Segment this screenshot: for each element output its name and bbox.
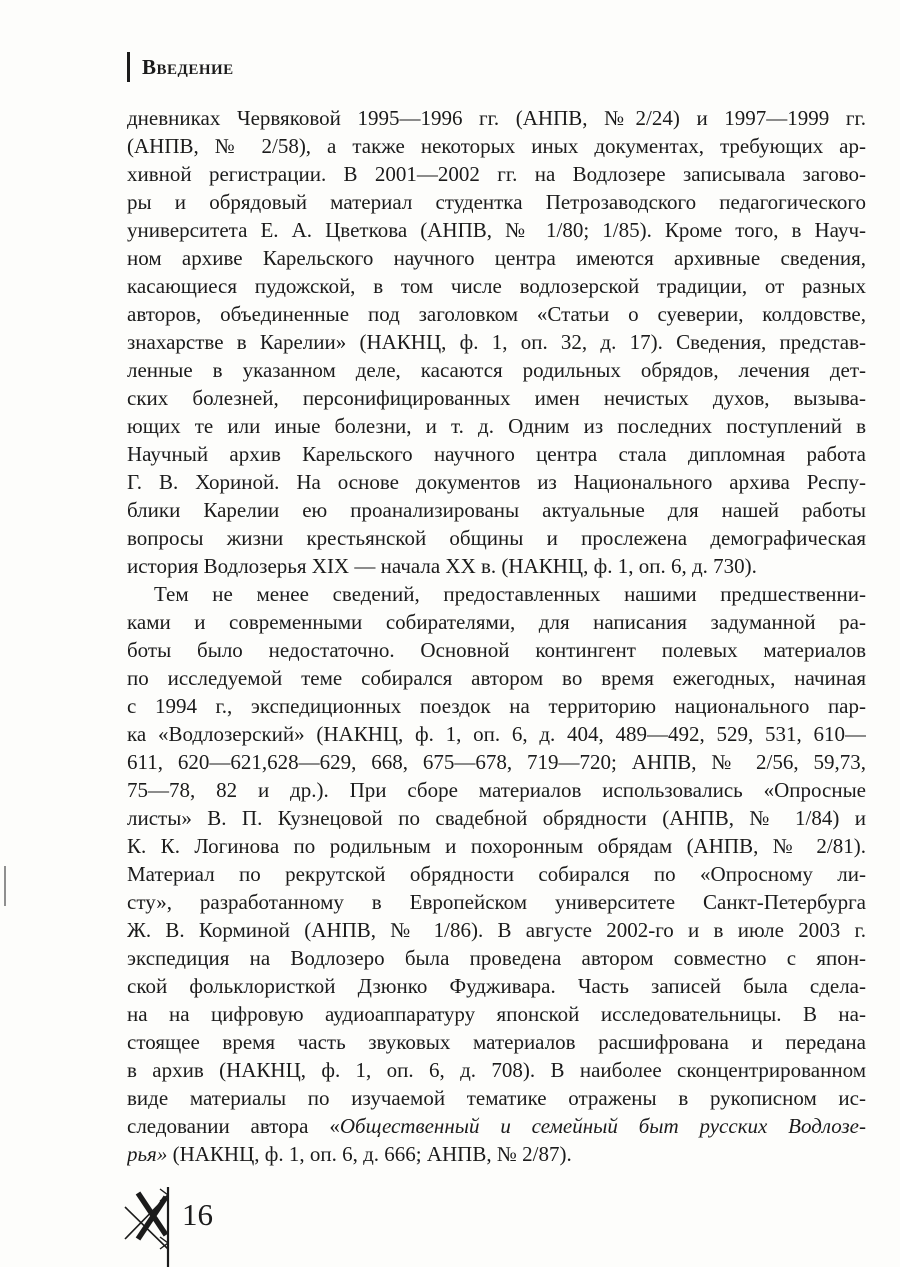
text-segment: ющих те или иные болезни, и т. д. Одним из последних поступлений в <box>127 414 866 438</box>
text-segment: 75—78, 82 и др.). При сборе материалов использовались «Опросные <box>127 778 866 802</box>
text-segment: 611, 620—621,628—629, 668, 675—678, 719—720; АНПВ, № 2/56, 59,73, <box>127 750 866 774</box>
text-segment: блики Карелии ею проанализированы актуальные для нашей работы <box>127 498 866 522</box>
text-line <box>127 1084 866 1112</box>
text-line <box>127 1028 866 1056</box>
text-segment: ном архиве Карельского научного центра имеются архивные сведения, <box>127 246 866 270</box>
text-segment: авторов, объединенные под заголовком «Статьи о суеверии, колдовстве, <box>127 302 866 326</box>
text-segment: ленные в указанном деле, касаются родильных обрядов, лечения дет- <box>127 358 866 382</box>
italic-text: Общественный и семейный быт русских Водлозе- <box>339 1114 866 1138</box>
text-line <box>127 1112 866 1140</box>
text-line <box>127 132 866 160</box>
text-segment: хивной регистрации. В 2001—2002 гг. на Водлозере записывала загово- <box>127 162 866 186</box>
text-segment: история Водлозерья XIX — начала XX в. (НАКНЦ, ф. 1, оп. 6, д. 730). <box>127 554 757 578</box>
text-line <box>127 860 866 888</box>
page-number: 16 <box>182 1197 213 1232</box>
text-line <box>127 356 866 384</box>
text-segment: виде материалы по изучаемой тематике отражены в рукописном ис- <box>127 1086 866 1110</box>
text-segment: Материал по рекрутской обрядности собирался по «Опросному ли- <box>127 862 866 886</box>
text-segment: К. К. Логинова по родильным и похоронным обрядам (АНПВ, № 2/81). <box>127 834 866 858</box>
text-segment: стоящее время часть звуковых материалов расшифрована и передана <box>127 1030 866 1054</box>
text-line <box>127 692 866 720</box>
text-segment: боты было недостаточно. Основной контингент полевых материалов <box>127 638 866 662</box>
text-segment: листы» В. П. Кузнецовой по свадебной обрядности (АНПВ, № 1/84) и <box>127 806 866 830</box>
text-line <box>127 720 866 748</box>
text-segment: Г. В. Хориной. На основе документов из Национального архива Респу- <box>127 470 866 494</box>
text-line <box>127 440 866 468</box>
text-line <box>127 804 866 832</box>
text-line <box>127 496 866 524</box>
text-line <box>127 384 866 412</box>
text-segment: сту», разработанному в Европейском университете Санкт-Петербурга <box>127 890 866 914</box>
text-line <box>127 412 866 440</box>
section-title: Введение <box>142 54 234 79</box>
text-segment: в архив (НАКНЦ, ф. 1, оп. 6, д. 708). В наиболее сконцентрированном <box>127 1058 866 1082</box>
text-segment: Ж. В. Корминой (АНПВ, № 1/86). В августе 2002-го и в июле 2003 г. <box>127 918 866 942</box>
body-text <box>127 104 866 1168</box>
text-segment: по исследуемой теме собирался автором во время ежегодных, начиная <box>127 666 866 690</box>
section-marker-bar <box>127 52 130 82</box>
text-line <box>127 636 866 664</box>
text-segment: ры и обрядовый материал студентка Петрозаводского педагогического <box>127 190 866 214</box>
margin-tick <box>4 866 6 906</box>
text-line <box>127 328 866 356</box>
text-line <box>127 244 866 272</box>
text-line <box>127 104 866 132</box>
text-segment: следовании автора « <box>127 1114 340 1138</box>
text-line <box>127 216 866 244</box>
text-line <box>127 944 866 972</box>
text-segment: вопросы жизни крестьянской общины и прослежена демографическая <box>127 526 866 550</box>
text-line <box>127 552 866 580</box>
text-line <box>127 832 866 860</box>
text-segment: ками и современными собирателями, для написания задуманной ра- <box>127 610 866 634</box>
paragraph <box>127 104 866 580</box>
text-line <box>127 1056 866 1084</box>
text-line <box>127 748 866 776</box>
text-line <box>127 524 866 552</box>
text-segment: университета Е. А. Цветкова (АНПВ, № 1/80; 1/85). Кроме того, в Науч- <box>127 218 866 242</box>
text-line <box>127 188 866 216</box>
ornament-icon <box>118 1185 170 1267</box>
text-segment: (АНПВ, № 2/58), а также некоторых иных документах, требующих ар- <box>127 134 866 158</box>
text-segment: Тем не менее сведений, предоставленных нашими предшественни- <box>154 582 866 606</box>
paragraph <box>127 580 866 1168</box>
text-segment: ской фольклористкой Дзюнко Фудживара. Часть записей была сдела- <box>127 974 866 998</box>
text-segment: экспедиция на Водлозеро была проведена автором совместно с япон- <box>127 946 866 970</box>
text-line <box>127 888 866 916</box>
text-line <box>127 1140 866 1168</box>
text-segment: касающиеся пудожской, в том числе водлозерской традиции, от разных <box>127 274 866 298</box>
text-line <box>127 160 866 188</box>
text-line <box>127 664 866 692</box>
text-line <box>127 580 866 608</box>
text-line <box>127 916 866 944</box>
italic-text: рья» <box>127 1142 168 1166</box>
text-segment: дневниках Червяковой 1995—1996 гг. (АНПВ, №2/24) и 1997—1999 гг. <box>127 106 866 130</box>
text-line <box>127 972 866 1000</box>
text-line <box>127 468 866 496</box>
text-segment: ских болезней, персонифицированных имен нечистых духов, вызыва- <box>127 386 866 410</box>
running-header <box>127 52 234 82</box>
text-segment: (НАКНЦ, ф. 1, оп. 6, д. 666; АНПВ, № 2/87). <box>167 1142 572 1166</box>
text-segment: с 1994 г., экспедиционных поездок на территорию национального пар- <box>127 694 866 718</box>
text-line <box>127 608 866 636</box>
text-line <box>127 300 866 328</box>
text-segment: ка «Водлозерский» (НАКНЦ, ф. 1, оп. 6, д. 404, 489—492, 529, 531, 610— <box>127 722 866 746</box>
text-line <box>127 776 866 804</box>
text-segment: Научный архив Карельского научного центра стала дипломная работа <box>127 442 866 466</box>
text-segment: на на цифровую аудиоаппаратуру японской исследовательницы. В на- <box>127 1002 866 1026</box>
text-line <box>127 1000 866 1028</box>
text-line <box>127 272 866 300</box>
text-segment: знахарстве в Карелии» (НАКНЦ, ф. 1, оп. 32, д. 17). Сведения, представ- <box>127 330 866 354</box>
